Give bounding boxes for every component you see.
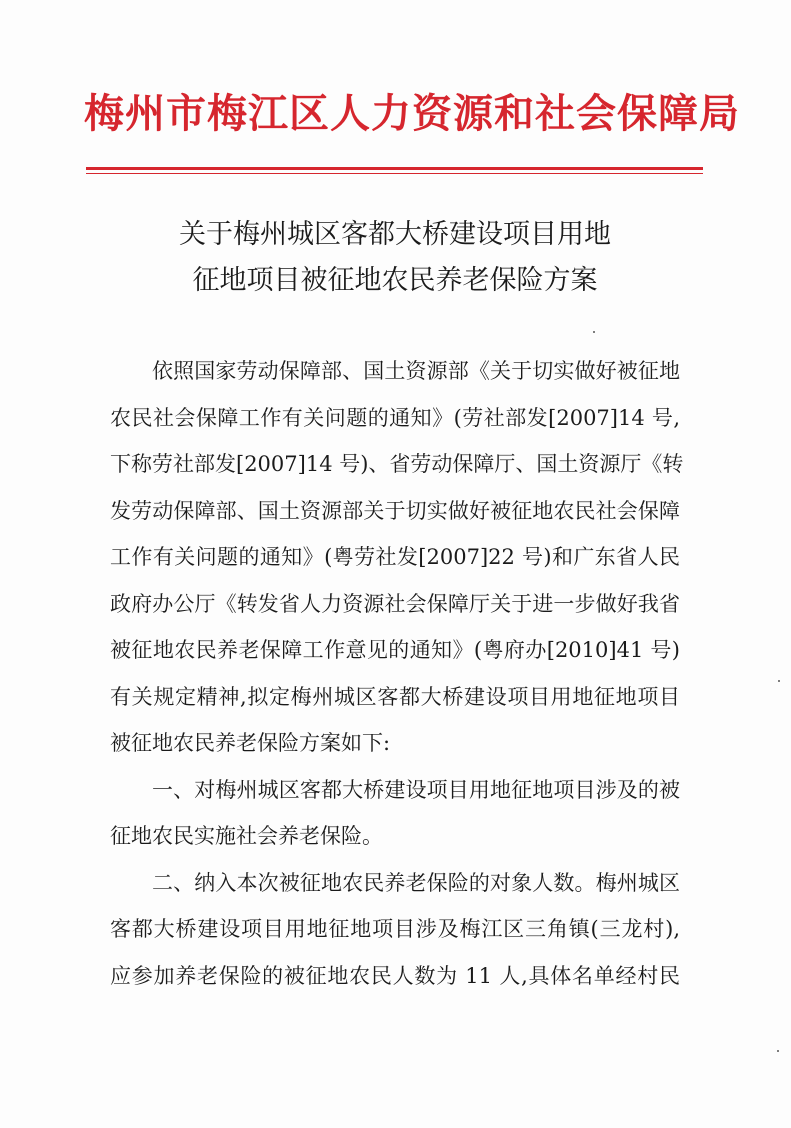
body-line: 一、对梅州城区客都大桥建设项目用地征地项目涉及的被 <box>152 777 680 802</box>
body-line: 下称劳社部发[2007]14 号)、省劳动保障厅、国土资源厅《转 <box>110 452 684 476</box>
body-line: 依照国家劳动保障部、国土资源部《关于切实做好被征地 <box>152 359 680 383</box>
scan-speck <box>593 331 595 333</box>
body-line: 有关规定精神,拟定梅州城区客都大桥建设项目用地征地项目 <box>110 684 680 709</box>
body-line: 被征地农民养老保险方案如下: <box>110 731 391 755</box>
body-line: 被征地农民养老保障工作意见的通知》(粤府办[2010]41 号) <box>110 638 680 662</box>
body-line: 应参加养老保险的被征地农民人数为 11 人,具体名单经村民 <box>110 963 680 988</box>
scan-speck <box>778 680 780 682</box>
document-title <box>110 212 680 304</box>
body-line: 发劳动保障部、国土资源部关于切实做好被征地农民社会保障 <box>110 498 680 523</box>
letterhead-rule-thick <box>86 167 703 170</box>
letterhead-rule-thin <box>86 173 703 174</box>
agency-letterhead: 梅州市梅江区人力资源和社会保障局 <box>84 90 740 137</box>
document-title-line-2: 征地项目被征地农民养老保险方案 <box>192 265 598 296</box>
body-line: 二、纳入本次被征地农民养老保险的对象人数。梅州城区 <box>152 870 680 895</box>
body-line: 客都大桥建设项目用地征地项目涉及梅江区三角镇(三龙村), <box>110 917 680 941</box>
body-line: 农民社会保障工作有关问题的通知》(劳社部发[2007]14 号, <box>110 405 680 430</box>
body-line: 征地农民实施社会养老保险。 <box>110 824 383 848</box>
body-line: 工作有关问题的通知》(粤劳社发[2007]22 号)和广东省人民 <box>110 545 680 569</box>
document-title-line-1: 关于梅州城区客都大桥建设项目用地 <box>179 219 611 250</box>
scan-speck <box>777 1050 779 1052</box>
document-body <box>110 348 684 999</box>
body-line: 政府办公厅《转发省人力资源社会保障厅关于进一步做好我省 <box>110 591 680 616</box>
